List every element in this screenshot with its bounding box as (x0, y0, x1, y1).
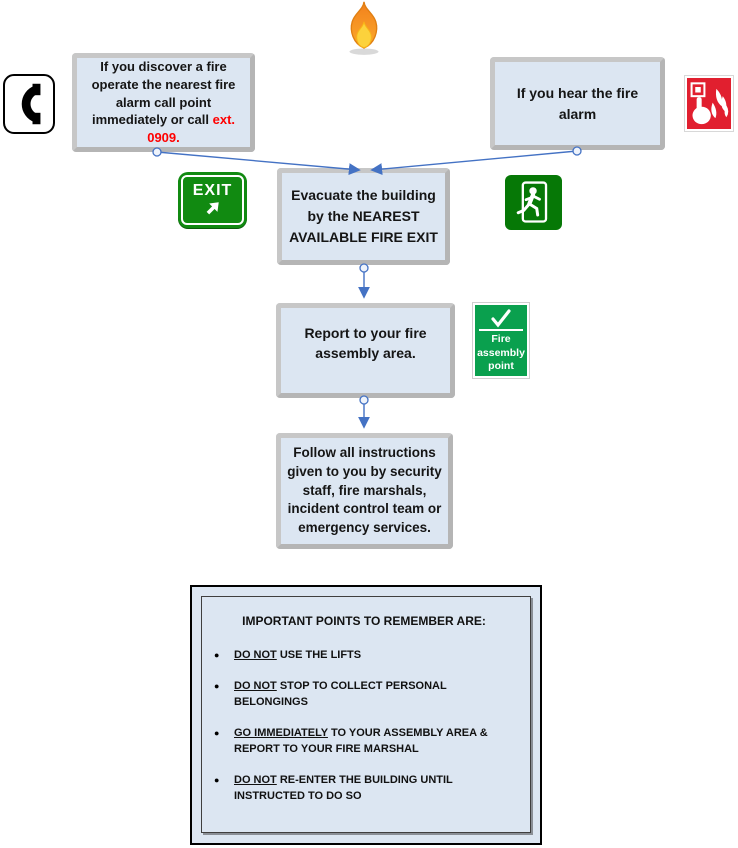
bullet-icon (214, 647, 234, 664)
bullet-rest: STOP TO COLLECT PERSONAL BELONGINGS (234, 679, 447, 708)
bullet-rest: TO YOUR ASSEMBLY AREA & REPORT TO YOUR FIRE MARSHAL (234, 726, 488, 755)
fire-assembly-point-sign (473, 303, 529, 378)
bullet-text (234, 678, 514, 711)
fire-alarm-call-point-icon (685, 76, 733, 131)
exit-sign-frame (181, 175, 244, 225)
important-points-title: IMPORTANT POINTS TO REMEMBER ARE: (242, 614, 486, 628)
important-points-panel (190, 585, 542, 845)
bullet-rest: RE-ENTER THE BUILDING UNTIL INSTRUCTED TO DO SO (234, 773, 453, 802)
follow-instructions-box (276, 433, 453, 549)
telephone-icon (3, 74, 55, 134)
fire-alarm-call-point-graphic (687, 78, 731, 129)
running-man-graphic (507, 177, 560, 228)
bullet-rest: USE THE LIFTS (276, 649, 362, 661)
assembly-sign-divider (479, 329, 523, 331)
follow-instructions-text: Follow all instructions given to you by security staff, fire marshals, incident control team or emergency services. (287, 444, 442, 536)
discover-fire-box (72, 53, 255, 152)
discover-fire-text-main: If you discover a fire operate the nearest fire alarm call point immediately or call (91, 58, 236, 128)
exit-arrow-icon (204, 199, 222, 217)
hear-alarm-box (490, 57, 665, 150)
evacuate-text: Evacuate the building by the NEAREST AVAILABLE FIRE EXIT (289, 187, 438, 245)
assembly-sign-label: Fire assembly point (477, 333, 525, 373)
hear-alarm-text: If you hear the fire alarm (516, 85, 639, 122)
important-points-inner-frame (201, 596, 531, 833)
exit-sign-label: EXIT (192, 182, 233, 199)
discover-fire-text (82, 58, 245, 148)
emergency-exit-icon (505, 175, 562, 230)
list-item (214, 647, 514, 664)
evacuate-box (277, 168, 450, 265)
fire-icon (334, 0, 394, 58)
fire-icon-graphic (334, 0, 394, 58)
report-assembly-text: Report to your fire assembly area. (304, 324, 427, 361)
connector-start-dot (360, 264, 368, 272)
bullet-emphasis: DO NOT (234, 679, 277, 692)
bullet-icon (214, 678, 234, 711)
telephone-handset-icon (7, 78, 51, 130)
discover-fire-ext-number: ext. 0909. (147, 112, 236, 146)
bullet-emphasis: DO NOT (234, 773, 277, 786)
list-item (214, 772, 514, 805)
list-item (214, 725, 514, 758)
bullet-text (234, 647, 514, 664)
list-item (214, 678, 514, 711)
checkmark-icon (489, 308, 513, 328)
exit-sign (178, 172, 247, 228)
bullet-text (234, 772, 514, 805)
bullet-emphasis: GO IMMEDIATELY (234, 726, 328, 739)
bullet-icon (214, 725, 234, 758)
bullet-text (234, 725, 514, 758)
bullet-icon (214, 772, 234, 805)
bullet-emphasis: DO NOT (234, 649, 277, 661)
report-assembly-box (276, 303, 455, 398)
